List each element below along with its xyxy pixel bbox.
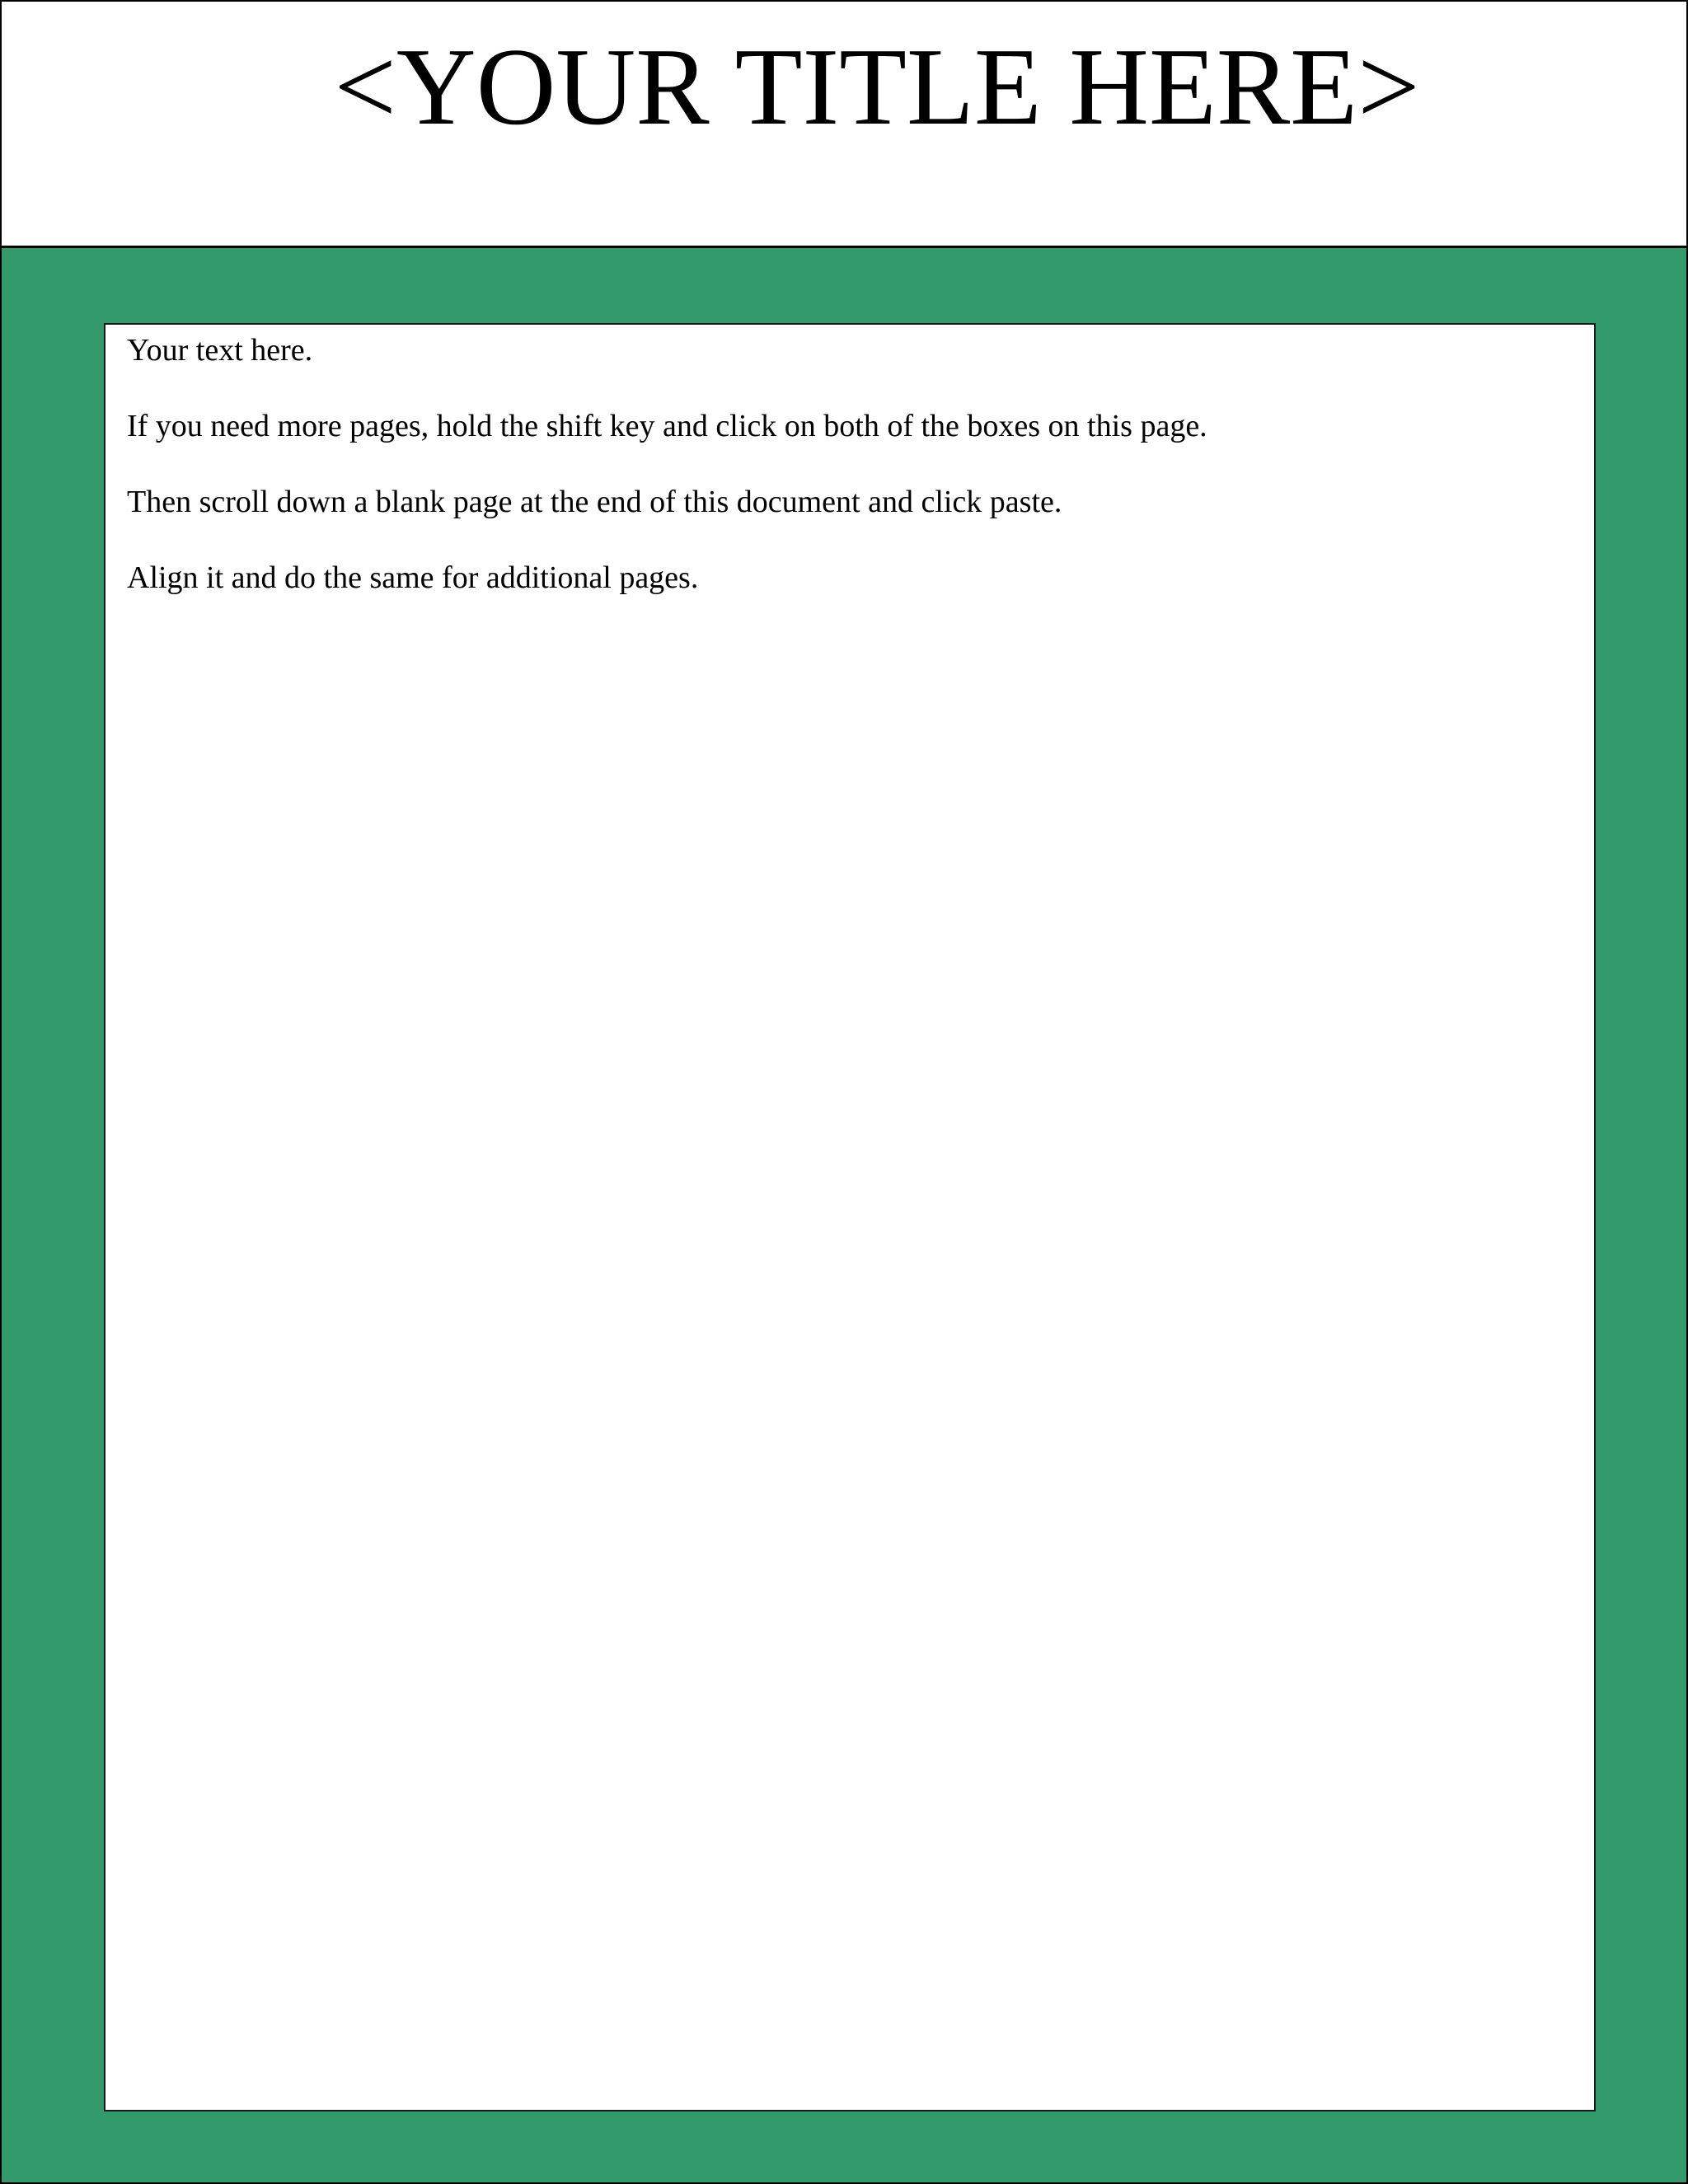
body-text-box[interactable] xyxy=(104,323,1596,2111)
body-paragraph[interactable]: Then scroll down a blank page at the end of this document and click paste. xyxy=(127,485,1062,519)
green-background-panel xyxy=(2,248,1686,2182)
body-paragraph[interactable]: Align it and do the same for additional pages. xyxy=(127,560,699,595)
body-paragraph[interactable]: Your text here. xyxy=(127,333,313,368)
page-title[interactable]: <YOUR TITLE HERE> xyxy=(334,26,1420,148)
body-paragraph[interactable]: If you need more pages, hold the shift key and click on both of the boxes on this page. xyxy=(127,409,1207,443)
title-box[interactable] xyxy=(2,2,1686,248)
